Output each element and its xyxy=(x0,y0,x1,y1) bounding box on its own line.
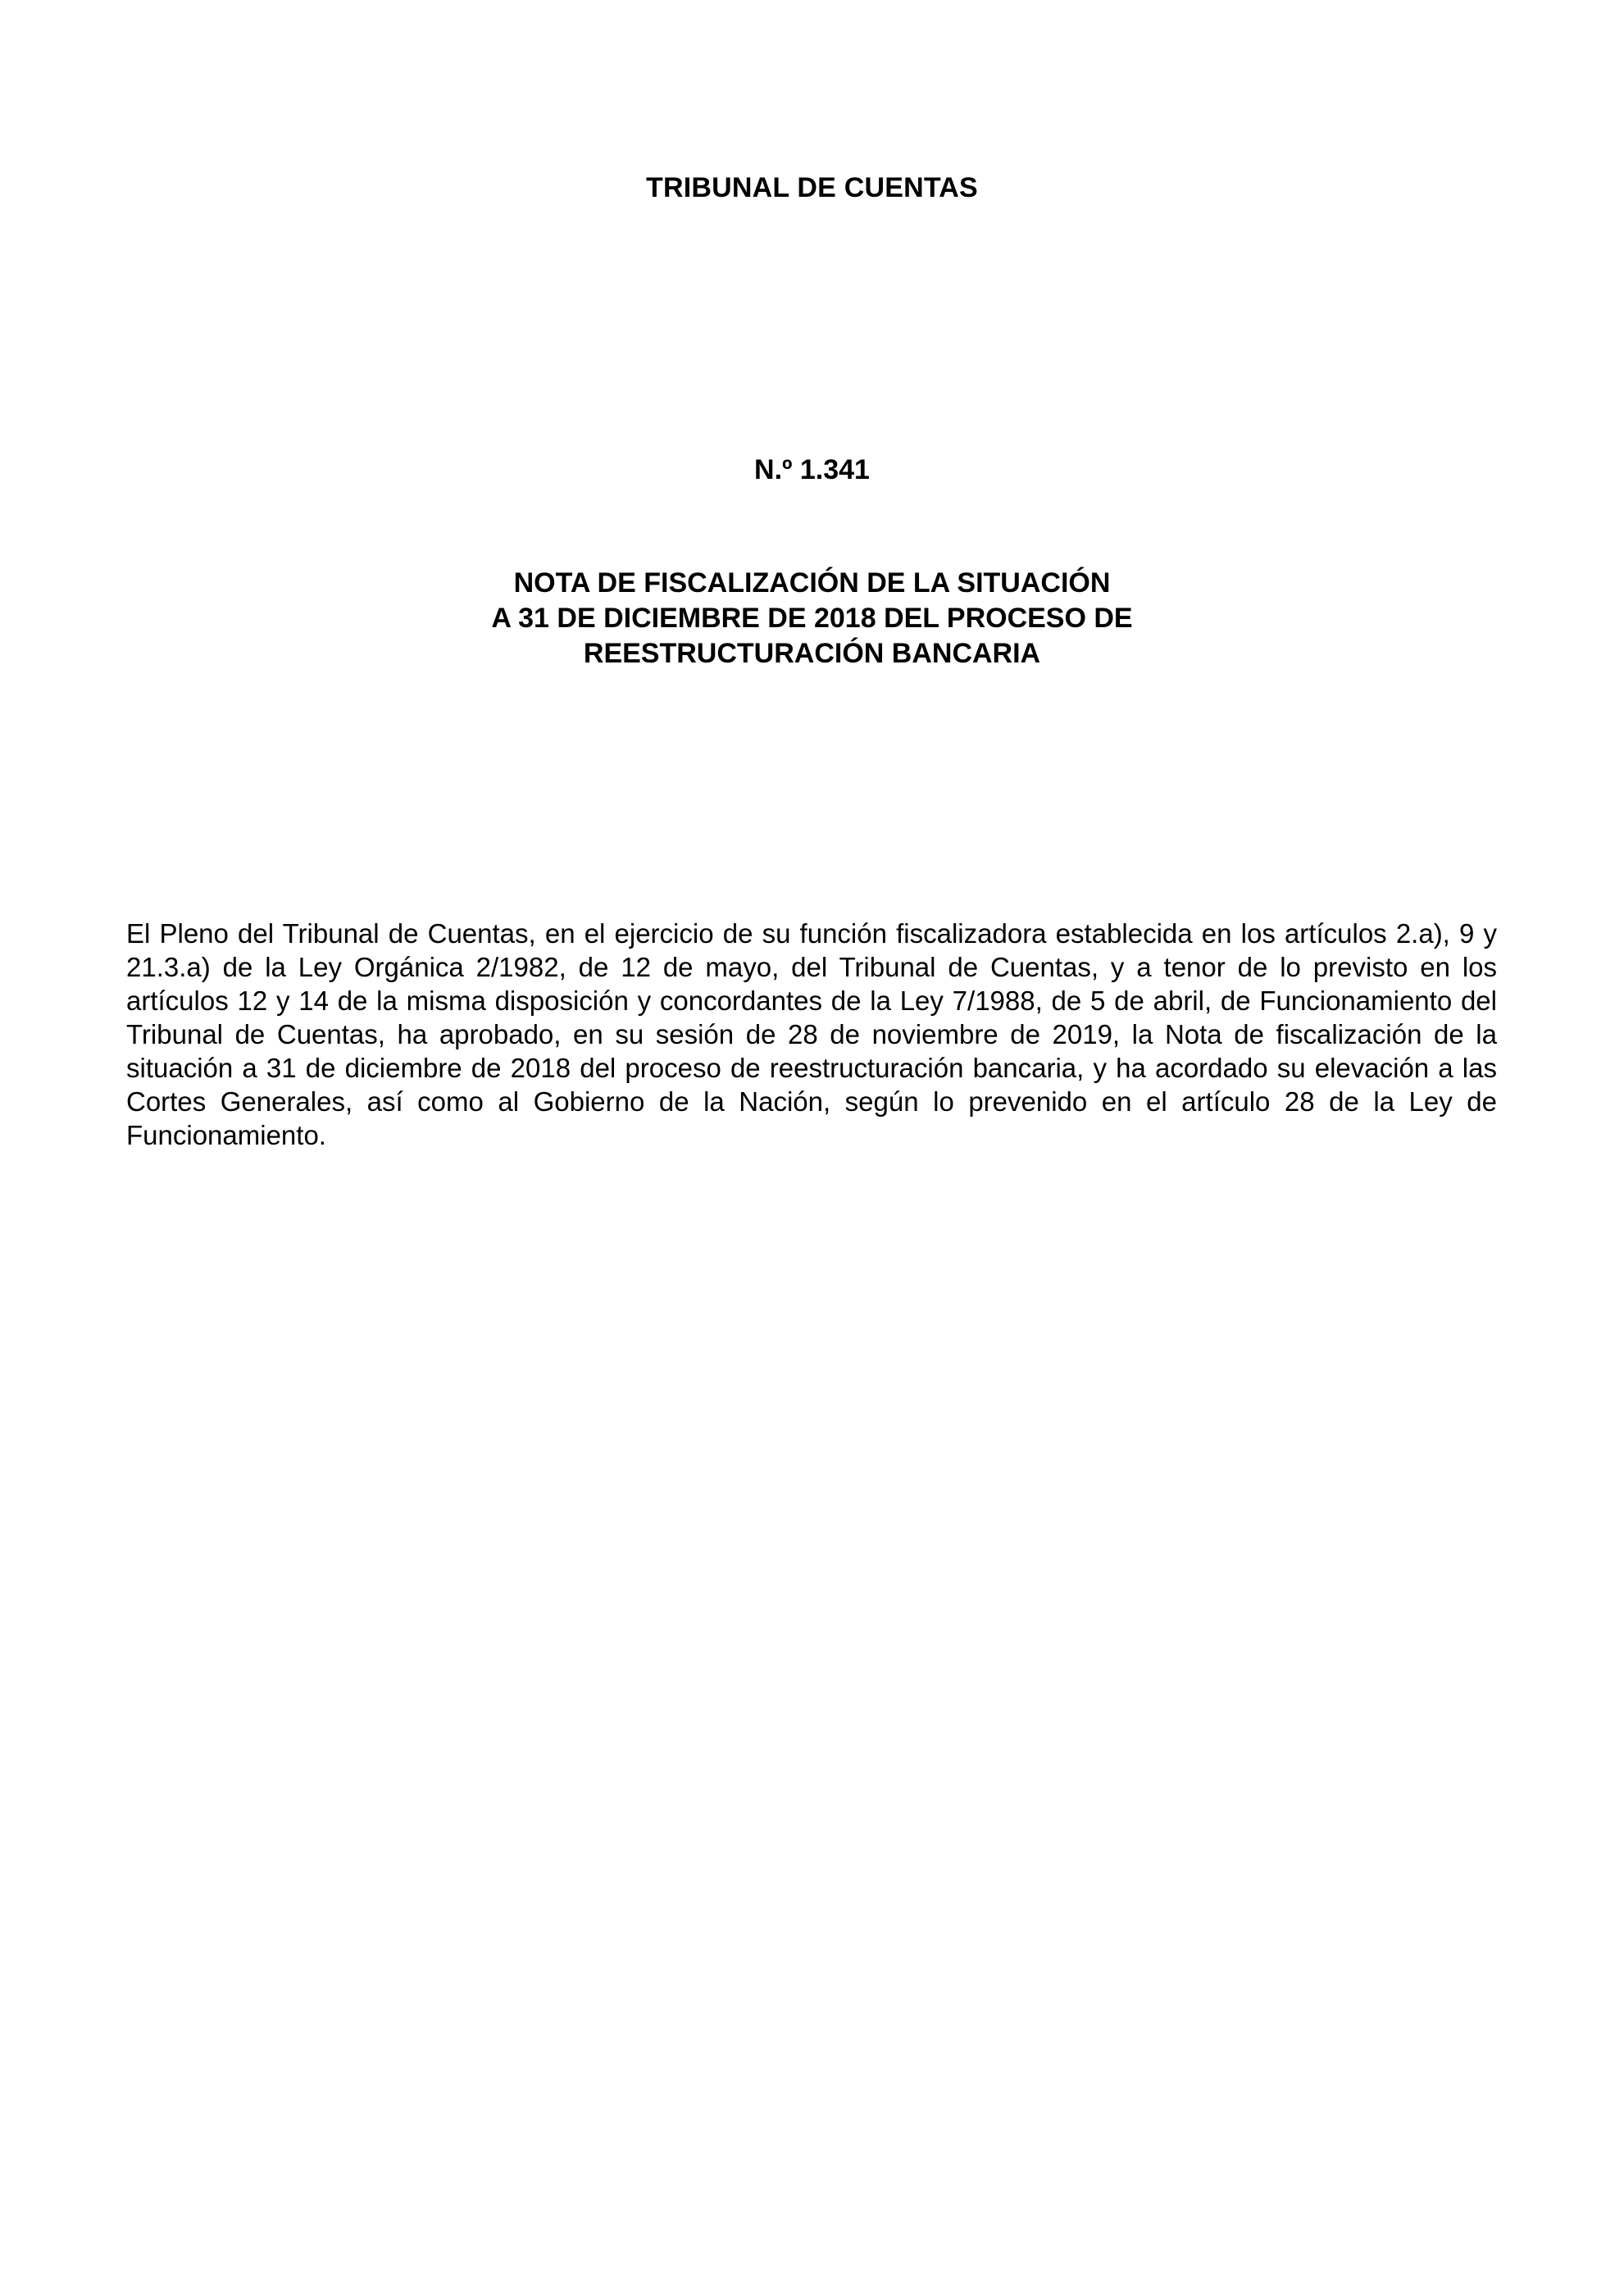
body-paragraph: El Pleno del Tribunal de Cuentas, en el ejercicio de su función fiscalizadora establecida en los artículos 2.a), 9 y 21.3.a) de la Ley Orgánica 2/1982, de 12 de mayo, del Tribunal de Cuentas, y a tenor de lo previsto en los artículos 12 y 14 de la misma disposición y concordantes de la Ley 7/1988, de 5 de abril, de Funcionamiento del Tribunal de Cuentas, ha aprobado, en su sesión de 28 de noviembre de 2019, la Nota de fiscalización de la situación a 31 de diciembre de 2018 del proceso de reestructuración bancaria, y ha acordado su elevación a las Cortes Generales, así como al Gobierno de la Nación, según lo prevenido en el artículo 28 de la Ley de Funcionamiento. xyxy=(126,918,1497,1150)
organization-title: TRIBUNAL DE CUENTAS xyxy=(646,172,978,203)
document-title-line-2: A 31 DE DICIEMBRE DE 2018 DEL PROCESO DE xyxy=(491,603,1133,634)
document-number: N.º 1.341 xyxy=(754,454,870,485)
document-title-line-3: REESTRUCTURACIÓN BANCARIA xyxy=(583,638,1041,669)
document-title-line-1: NOTA DE FISCALIZACIÓN DE LA SITUACIÓN xyxy=(513,567,1111,599)
document-title xyxy=(0,566,1624,671)
